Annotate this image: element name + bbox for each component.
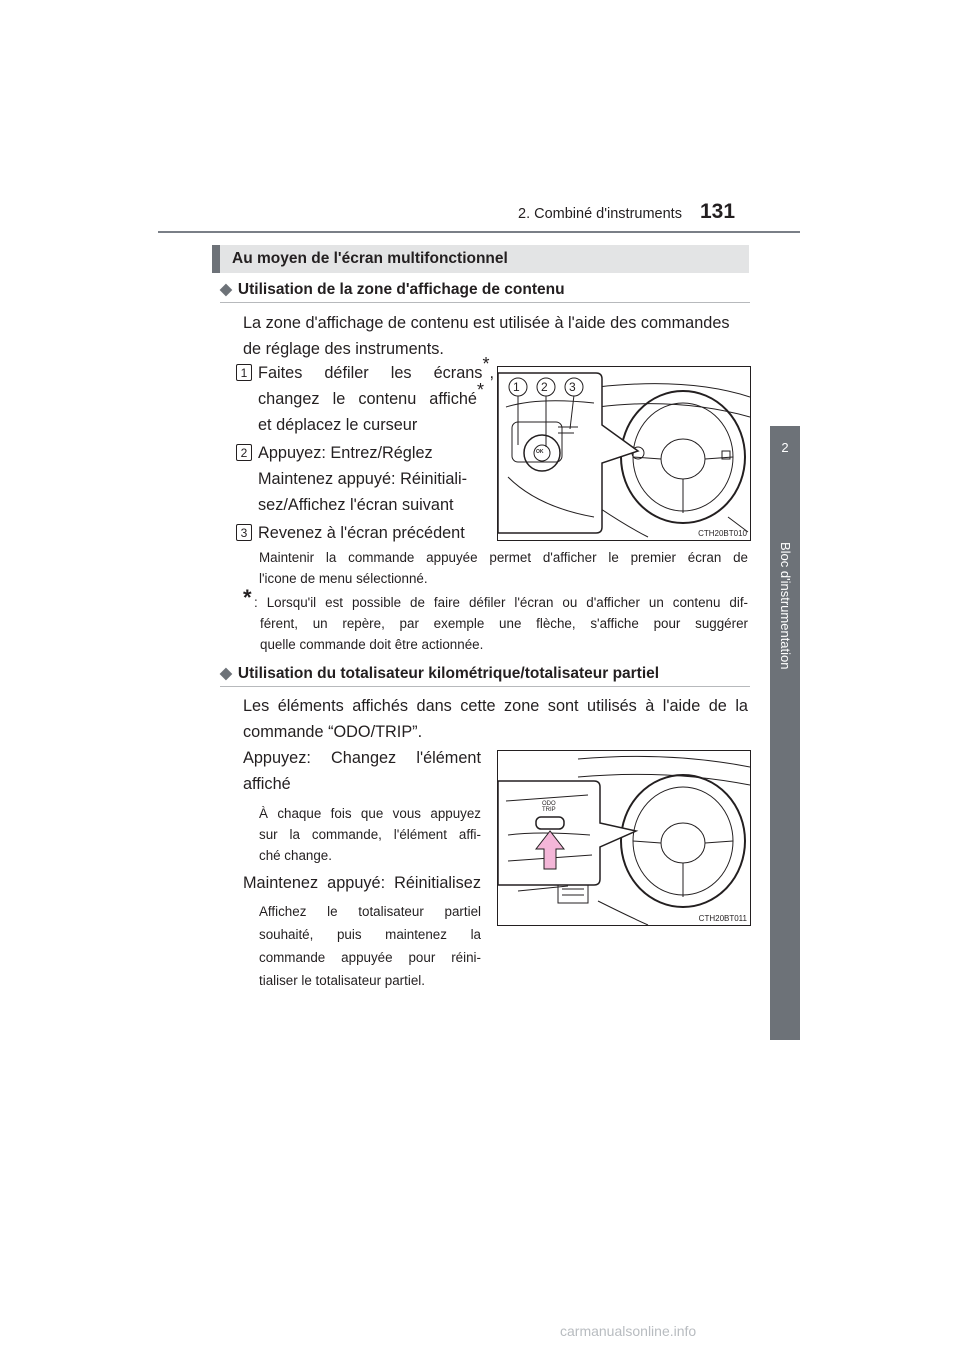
figure-code: CTH20BT010 — [698, 529, 747, 538]
note-line: l'icone de menu sélectionné. — [259, 571, 428, 586]
item-number-badge: 1 — [236, 364, 252, 381]
chapter-number: 2 — [781, 440, 789, 455]
item-text: sez/Affichez l'écran suivant — [258, 496, 454, 514]
callout-label: 1 — [513, 380, 520, 394]
hold-note — [243, 900, 481, 992]
subheading-odometer — [220, 664, 659, 683]
subheading-rule — [220, 302, 750, 303]
intro-line: de réglage des instruments. — [243, 340, 444, 358]
chapter-title: Bloc d'instrumentation — [778, 542, 793, 670]
callout-label: 3 — [569, 380, 576, 394]
header-rule — [158, 231, 800, 233]
footnote-marker: * — [476, 379, 484, 400]
trip-label: TRIP — [542, 807, 556, 813]
page-number: 131 — [700, 200, 736, 223]
odo-label: ODO — [542, 801, 556, 807]
list-item — [236, 353, 494, 438]
hold-line: Maintenez appuyé: Réinitialisez — [243, 874, 481, 892]
footnote — [243, 585, 748, 655]
odo-trip-illustration — [498, 751, 750, 925]
diamond-icon: ◆ — [220, 665, 232, 682]
note-line: tialiser le totalisateur partiel. — [259, 973, 425, 988]
note-line: souhaité, puis maintenez la — [259, 927, 481, 942]
note-line: À chaque fois que vous appuyez — [259, 806, 481, 821]
footnote-marker: * — [243, 585, 252, 610]
item-number-badge: 2 — [236, 444, 252, 461]
item-text: , — [489, 364, 494, 382]
note-line: Maintenir la commande appuyée permet d'afficher le premier écran de — [259, 550, 748, 565]
intro-line: Les éléments affichés dans cette zone sont utilisés à l'aide de la — [243, 697, 748, 715]
item-text: Appuyez: Entrez/Réglez — [258, 444, 433, 462]
intro-line: La zone d'affichage de contenu est utilisée à l'aide des commandes — [243, 314, 730, 332]
press-note — [243, 803, 481, 866]
odometer-instructions — [243, 745, 481, 992]
item-number-badge: 3 — [236, 524, 252, 541]
section-banner-title: Au moyen de l'écran multifonctionnel — [232, 250, 508, 267]
note-paragraph — [259, 547, 748, 589]
subheading-content-area — [220, 280, 565, 299]
note-line: commande appuyée pour réini- — [259, 950, 481, 965]
item-text: changez le contenu affiché — [258, 390, 477, 408]
chapter-side-tab — [770, 426, 800, 1040]
subheading-rule — [220, 686, 750, 687]
intro-paragraph — [243, 310, 748, 362]
note-line: Affichez le totalisateur partiel — [259, 904, 481, 919]
footnote-marker: * — [482, 353, 490, 374]
item-text: Maintenez appuyé: Réinitiali- — [258, 470, 468, 488]
list-item — [236, 520, 494, 546]
note-line: ché change. — [259, 848, 332, 863]
subheading-text: Utilisation de la zone d'affichage de contenu — [237, 281, 565, 298]
footnote-line: férent, un repère, par exemple une flèche, s'affiche pour suggérer — [260, 616, 748, 631]
diamond-icon: ◆ — [220, 281, 232, 298]
ok-button-label: OK — [536, 449, 544, 455]
item-text: Revenez à l'écran précédent — [258, 524, 465, 542]
note-line: sur la commande, l'élément affi- — [259, 827, 481, 842]
callout-label: 2 — [541, 380, 548, 394]
steering-controls-figure — [497, 366, 751, 541]
footnote-line: quelle commande doit être actionnée. — [260, 637, 484, 652]
figure-code: CTH20BT011 — [698, 914, 747, 923]
numbered-list — [236, 353, 494, 546]
section-banner — [212, 245, 749, 273]
subheading-text: Utilisation du totalisateur kilométrique/totalisateur partiel — [237, 665, 660, 682]
odo-trip-button-label — [542, 801, 556, 813]
odo-trip-figure — [497, 750, 751, 926]
item-text: et déplacez le curseur — [258, 416, 418, 434]
press-line: affiché — [243, 775, 291, 793]
list-item — [236, 440, 494, 518]
footnote-line: : Lorsqu'il est possible de faire défiler l'écran ou d'afficher un contenu dif- — [254, 595, 748, 610]
intro-line: commande “ODO/TRIP”. — [243, 723, 423, 741]
watermark: carmanualsonline.info — [560, 1323, 697, 1339]
running-header-section: 2. Combiné d'instruments — [518, 206, 682, 222]
item-text: Faites défiler les écrans — [258, 364, 483, 382]
press-line: Appuyez: Changez l'élément — [243, 749, 481, 767]
odometer-intro — [243, 693, 748, 745]
